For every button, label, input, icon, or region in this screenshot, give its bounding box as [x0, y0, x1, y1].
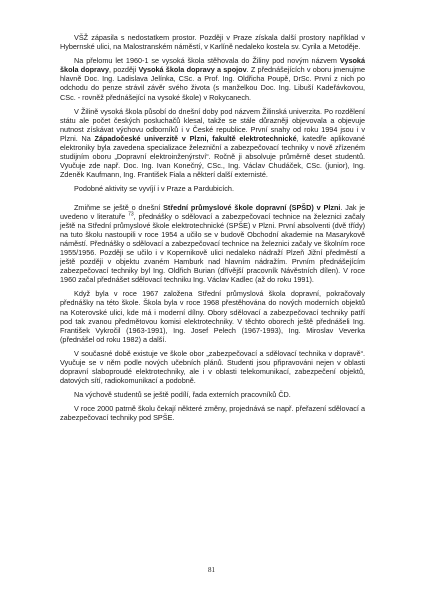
document-body — [60, 33, 365, 423]
paragraph-5-text-c: . Jak je uvedeno v literatuře — [60, 202, 365, 221]
paragraph-5 — [60, 203, 365, 285]
paragraph-5-text-d: , přednášky o sdělovací a zabezpečovací technice na železnici začaly ještě na Střední průmyslové škole elektrotechnické (SPŠE) v Plzni. První absolventi (dvě třídy) na tuto školu nastoupili v roce 1954 a učilo se v budově Obchodní akademie na Masarykově náměstí. Přednášky o sdělovací a zabezpečovací technice na železnici začaly ve školním roce 1955/1956. Později se učilo i v Kopernikově ulici nedaleko nádraží Plzeň Jižní předměstí a ještě později v objektu zvaném Hamburk nad hlavním nádražím. Prvním přednášejícím zabezpečovací techniky byl Ing. Oldřich Burian (dřívější pracovník Návěstních dílen). V roce 1960 začal přednášet sdělovací techniku Ing. Václav Kadlec (až do roku 1991). — [60, 211, 365, 285]
footnote-reference: 73 — [128, 211, 134, 218]
paragraph-2-text-a: Na přelomu let 1960-1 se vysoká škola stěhovala do Žiliny pod novým názvem — [74, 56, 340, 66]
paragraph-8: Na výchově studentů se ještě podílí, řada externích pracovníků ČD. — [74, 390, 291, 400]
paragraph-5-text-a: Zmiňme se ještě o dnešní — [74, 202, 164, 212]
paragraph-4: Podobné aktivity se vyvíjí i v Praze a Pardubicích. — [74, 184, 234, 194]
school-name-spsd: Střední průmyslové škole dopravní (SPŠD) v Plzni — [163, 202, 341, 212]
school-name-transport-comms: Vysoká škola dopravy a spojov — [138, 65, 247, 75]
paragraph-2-text-c: , později — [108, 65, 139, 75]
paragraph-7: V současné době existuje ve škole obor „zabezpečovací a sdělovací technika v dopravě“. Vyučuje se v něm podle nových učebních plánů. Studenti jsou připravováni nejen v oblasti dopravní slaboproudé elektrotechniky, ale i v oblasti telekomunikací, zabezpečení objektů, datových sítí, radiokomunikací a podobně. — [60, 348, 365, 386]
page-number: 81 — [208, 566, 215, 574]
paragraph-2 — [60, 56, 365, 101]
paragraph-2-text-d: . Z přednášejících v oboru jmenujme hlavně Doc. Ing. Ladislava Jelínka, CSc. a Prof. Ing. Oldřicha Poupě, DrSc. První z nich po odchodu do penze strávil závěr svého života (s manželkou Doc. Ing. Libuší Kadeřávkovou, CSc. - rovněž přednášející na vysoké škole) v Rokycanech. — [60, 65, 365, 102]
school-name-transport: Vysoká škola dopravy — [60, 56, 365, 75]
paragraph-9: V roce 2000 patrně školu čekají některé změny, projednává se např. přeřazení sdělovací a zabezpečovací techniky pod SPŠE. — [60, 404, 365, 423]
paragraph-1: VŠŽ zápasila s nedostatkem prostor. Později v Praze získala další prostory například v Hybernské ulici, na Malostranském náměstí, v Karlíně nedaleko kostela sv. Cyrila a Metoděje. — [60, 33, 365, 52]
paragraph-3-text-a: V Žilině vysoká škola působí do dnešní doby pod názvem Žilinská univerzita. Po rozdělení státu ale počet českých posluchačů klesal, takže se stále důrazněji objevovala a objevuje nutnost získávat výchovu odborníků i v České republice. První snahy od roku 1994 jsou i v Plzni. Na — [60, 106, 365, 143]
paragraph-3-text-c: , katedře aplikované elektroniky byla zavedena specializace železniční a zabezpečovací techniky v nově zřízeném studijním oboru „Dopravní elektroinženýrství“. Ročně ji absolvuje průměrně deset studentů. Vyučuje zde např. Doc. Ing. Ivan Konečný, CSc., Ing. Václav Chudáček, CSc. (junior), Ing. Zdeněk Kaufmann, Ing. František Fiala a některí další externisté. — [60, 133, 365, 180]
paragraph-3 — [60, 107, 365, 180]
university-name: Západočeské univerzitě v Plzni, fakultě elektrotechnické — [94, 133, 297, 143]
paragraph-6: Když byla v roce 1967 založena Střední průmyslová škola dopravní, pokračovaly přednášky na této škole. Škola byla v roce 1968 přestěhována do nových moderních objektů na Koterovské ulici, kde má i moderní dílny. Obory sdělovací a zabezpečovací techniky patří pod tak zvanou předmětovou komisi elektrotechniky. V těchto oborech ještě přednášeli Ing. František Vykročil (1963-1991), Ing. Josef Pelech (1967-1993), Ing. Miroslav Veverka (přednášel od roku 1982) a další. — [60, 289, 365, 344]
